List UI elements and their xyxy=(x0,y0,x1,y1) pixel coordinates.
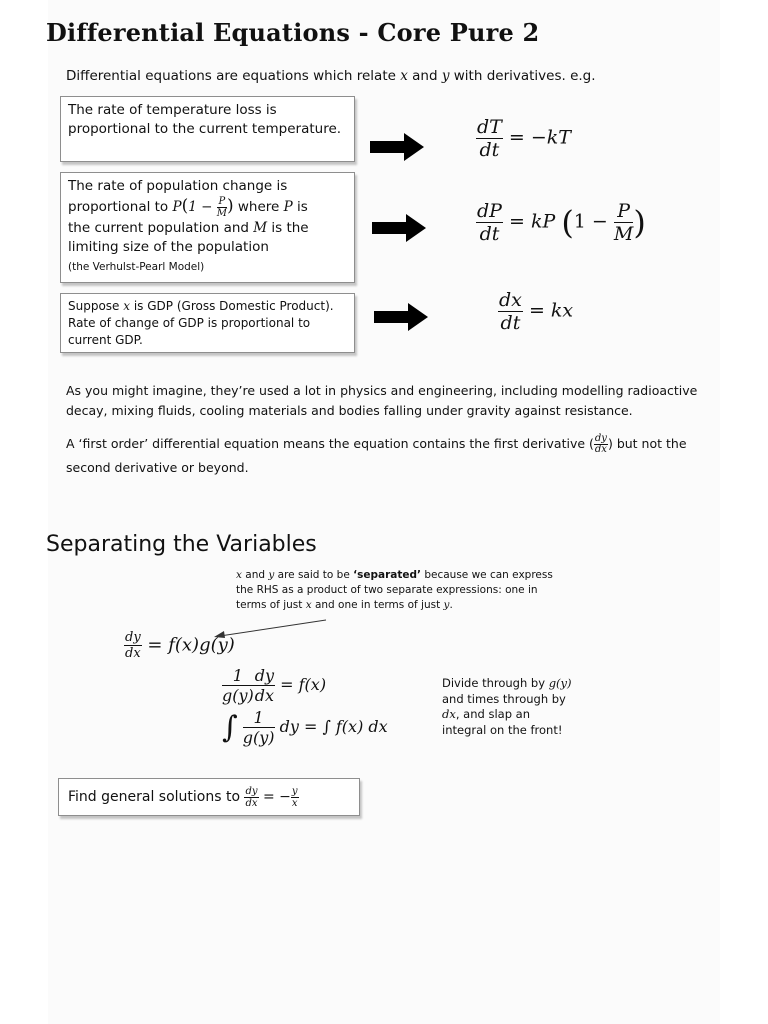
frac-den: x xyxy=(291,797,298,809)
pop-line2-end: is xyxy=(292,199,308,215)
pop-inline-math: P(1 − $\frac{P}{M}$ ) xyxy=(172,196,234,219)
fraction-1-gy xyxy=(243,708,275,747)
integral-sign: ∫ xyxy=(222,710,238,745)
frac-num: P xyxy=(614,200,633,223)
pop-model-note: (the Verhulst-Pearl Model) xyxy=(68,261,205,273)
fraction-1-gy xyxy=(222,666,254,705)
fraction-y-x xyxy=(291,786,299,809)
side-text: , and slap an integral on the front! xyxy=(442,707,563,737)
frac-den: g(y) xyxy=(242,728,275,747)
note-text: and one in terms of just xyxy=(311,599,444,611)
fraction-dy-dx xyxy=(254,666,275,705)
frac-num: dy xyxy=(594,433,607,444)
pop-line3-prefix: the current population and xyxy=(68,220,254,236)
integrated-equation xyxy=(222,708,388,747)
section-title-separating: Separating the Variables xyxy=(46,532,317,557)
side-text: and times through by xyxy=(442,691,566,706)
equation-rhs: = kx xyxy=(528,299,574,322)
right-paren: ) xyxy=(633,203,646,242)
equation-tail: dy = ∫ f(x) dx xyxy=(279,717,388,736)
example-box-temperature xyxy=(60,96,355,162)
frac-den: M xyxy=(613,223,634,245)
applications-paragraph: As you might imagine, they’re used a lot in physics and engineering, including modelling radioactive decay, mixing fluids, cooling materials and bodies falling under gravity against resistance. xyxy=(66,383,698,418)
fraction-dx-dt xyxy=(498,289,523,334)
example-box-population xyxy=(60,172,355,283)
first-order-suffix: ) but not the second derivative or beyond. xyxy=(66,436,687,475)
divided-equation xyxy=(222,666,326,705)
side-dx: dx xyxy=(442,707,456,721)
frac-num: dT xyxy=(477,116,502,138)
frac-den: dt xyxy=(500,312,521,334)
note-text: and xyxy=(241,569,269,581)
first-order-paragraph xyxy=(66,432,706,480)
pop-line2-prefix: proportional to xyxy=(68,199,173,215)
example-text-temperature: The rate of temperature loss is proportional to the current temperature. xyxy=(68,102,342,137)
fraction-dy-dx xyxy=(244,786,258,809)
fraction-P-M xyxy=(614,200,633,245)
fraction-dy-dx xyxy=(594,434,608,455)
pop-var-P: P xyxy=(283,199,293,215)
fraction-dT-dt xyxy=(476,116,503,161)
frac-num: dx xyxy=(499,289,522,311)
equation-gdp xyxy=(498,289,573,334)
intro-suffix: with derivatives. e.g. xyxy=(449,68,596,84)
note-bold: ‘separated’ xyxy=(353,569,421,581)
exercise-equals: = − xyxy=(258,789,291,805)
intro-var-x: x xyxy=(400,68,408,84)
frac-den: dx xyxy=(594,444,607,455)
frac-num: y xyxy=(291,785,298,797)
intro-mid: and xyxy=(407,68,442,84)
gdp-var-x: x xyxy=(123,299,131,313)
frac-num: dy xyxy=(245,785,258,797)
exercise-box xyxy=(58,778,360,816)
right-arrow-icon xyxy=(370,133,426,161)
equation-rhs: = −kT xyxy=(508,126,571,149)
frac-num: 1 xyxy=(222,666,254,686)
pop-line3-suffix: is the xyxy=(267,220,309,236)
frac-num: dy xyxy=(125,630,141,645)
intro-prefix: Differential equations are equations which relate xyxy=(66,68,401,84)
frac-den: g(y) xyxy=(222,686,254,705)
first-order-prefix: A ‘first order’ differential equation means the equation contains the first derivative ( xyxy=(66,436,594,451)
pop-line2 xyxy=(68,196,348,219)
equation-rhs: = f(x)g(y) xyxy=(147,634,235,656)
frac-den: dx xyxy=(245,797,258,809)
intro-text xyxy=(66,68,596,84)
frac-num: dy xyxy=(254,666,275,685)
fraction-dy-dx xyxy=(124,630,142,661)
side-text: Divide through by xyxy=(442,676,549,690)
gdp-prefix: Suppose xyxy=(68,299,124,313)
pop-line2-suffix: where xyxy=(233,199,284,215)
left-paren: ( xyxy=(561,203,574,242)
example-box-gdp xyxy=(60,293,355,353)
right-arrow-icon xyxy=(372,214,428,242)
one-minus: 1 − xyxy=(573,210,608,233)
equation-rhs: = kP xyxy=(509,210,556,233)
pop-var-M: M xyxy=(253,220,268,236)
equation-rhs: = f(x) xyxy=(280,675,327,694)
note-var-y: y xyxy=(268,569,275,581)
note-text: are said to be xyxy=(274,569,354,581)
pop-line3 xyxy=(68,219,348,238)
intro-var-y: y xyxy=(441,68,450,84)
fraction-dP-dt xyxy=(476,200,503,245)
equation-temperature xyxy=(476,116,571,161)
note-var-x: x xyxy=(236,569,242,581)
frac-den: dt xyxy=(479,139,500,161)
frac-den: dx xyxy=(125,646,141,661)
note-text: . xyxy=(449,599,453,611)
frac-den: dt xyxy=(479,223,500,245)
right-arrow-icon xyxy=(374,303,430,331)
frac-num: 1 xyxy=(243,708,275,728)
frac-den: dx xyxy=(254,686,275,705)
pop-line4: limiting size of the population xyxy=(68,239,269,255)
equation-population xyxy=(476,200,646,245)
pop-line1: The rate of population change is xyxy=(68,178,288,194)
note-text: because we can express the RHS as a product of two separate expressions: one in terms of just xyxy=(236,569,553,611)
method-side-note xyxy=(442,676,572,738)
frac-num: dP xyxy=(477,200,502,222)
note-var-x: x xyxy=(305,599,312,611)
page-title: Differential Equations - Core Pure 2 xyxy=(46,18,540,47)
exercise-prefix: Find general solutions to xyxy=(68,789,245,805)
gdp-text: is GDP (Gross Domestic Product). Rate of change of GDP is proportional to current GDP. xyxy=(68,299,334,347)
note-var-y: y xyxy=(443,599,450,611)
separated-note xyxy=(236,568,556,613)
side-gy: g(y) xyxy=(548,676,572,690)
separable-equation xyxy=(124,630,235,661)
